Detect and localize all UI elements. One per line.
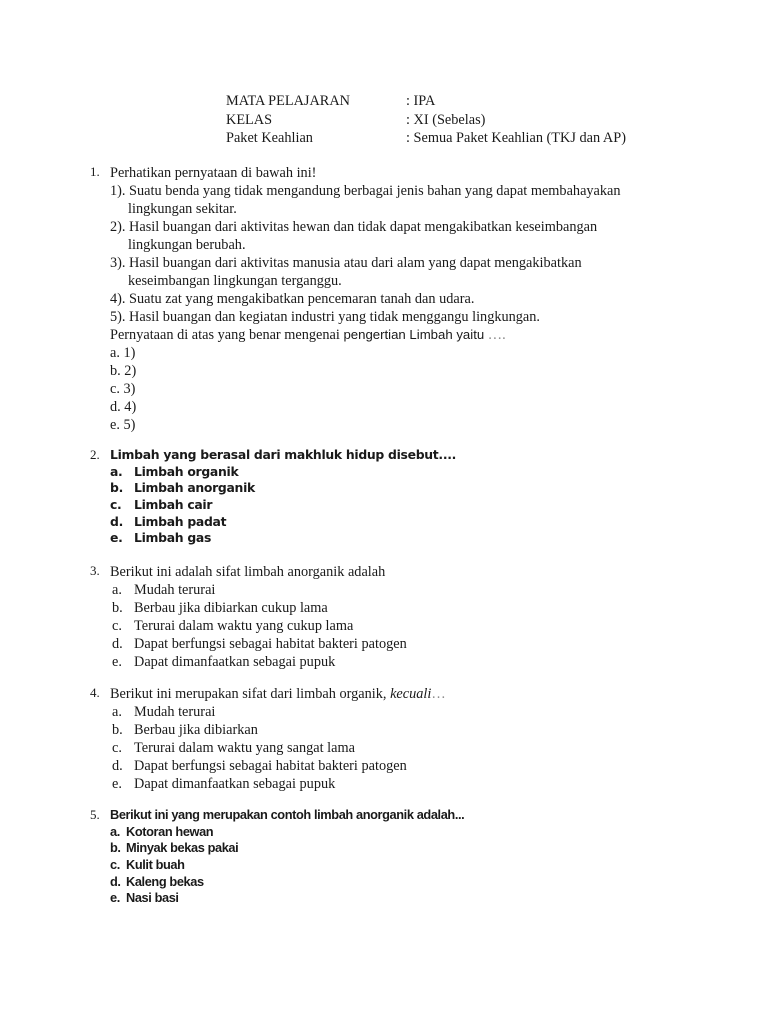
answer-option[interactable]: [110, 757, 750, 775]
question-text: Berikut ini adalah sifat limbah anorganik adalah: [110, 564, 386, 580]
question-3: [90, 563, 750, 671]
question-text-tail: pengertian Limbah yaitu: [343, 327, 485, 342]
exam-header: [226, 92, 626, 148]
option-text: Minyak bekas pakai: [126, 840, 239, 856]
option-letter: d.: [110, 513, 123, 529]
header-row-class: [226, 111, 626, 130]
option-letter: a.: [112, 582, 122, 598]
question-number: 5.: [90, 807, 100, 822]
option-letter: b.: [112, 600, 123, 616]
statement-line: keseimbangan lingkungan terganggu.: [128, 273, 342, 289]
answer-option[interactable]: [110, 840, 750, 857]
answer-option[interactable]: [110, 480, 750, 497]
question-text: [110, 685, 750, 703]
question-1: [90, 164, 750, 434]
answer-option[interactable]: c. 3): [110, 381, 136, 397]
option-text: Mudah terurai: [134, 704, 216, 720]
option-letter: c.: [112, 618, 122, 634]
statement-line: 2). Hasil buangan dari aktivitas hewan dan tidak dapat mengakibatkan keseimbangan: [110, 219, 598, 235]
question-text-start: Pernyataan di atas yang benar mengenai: [110, 327, 340, 343]
answer-option[interactable]: [110, 890, 750, 907]
question-dots: ….: [487, 327, 506, 343]
question-2: [90, 447, 750, 547]
option-text: Dapat dimanfaatkan sebagai pupuk: [134, 654, 336, 670]
option-letter: e.: [110, 890, 120, 906]
answer-option[interactable]: [110, 599, 750, 617]
question-text: Berikut ini yang merupakan contoh limbah anorganik adalah...: [110, 807, 465, 822]
option-text: Berbau jika dibiarkan: [134, 722, 258, 738]
answer-option[interactable]: a. 1): [110, 345, 136, 361]
statement-line: 5). Hasil buangan dan kegiatan industri yang tidak menggangu lingkungan.: [110, 309, 541, 325]
option-letter: a.: [110, 463, 123, 479]
question-number: 1.: [90, 164, 100, 179]
header-key: Paket Keahlian: [226, 130, 313, 146]
answer-option[interactable]: b. 2): [110, 363, 137, 379]
question-number: 3.: [90, 563, 100, 578]
question-dots: …: [431, 686, 446, 702]
option-letter: c.: [110, 497, 122, 513]
option-text: Limbah padat: [134, 513, 227, 529]
header-value: : IPA: [406, 93, 436, 109]
statement-line: lingkungan sekitar.: [128, 201, 237, 217]
answer-option[interactable]: [110, 617, 750, 635]
option-letter: e.: [110, 530, 123, 546]
question-italic: kecuali: [390, 686, 432, 702]
option-text: Kotoran hewan: [126, 823, 214, 839]
option-letter: d.: [112, 758, 123, 774]
answer-option[interactable]: [110, 857, 750, 874]
option-text: Dapat berfungsi sebagai habitat bakteri patogen: [134, 636, 407, 652]
option-letter: d.: [110, 873, 121, 889]
statement-line: 3). Hasil buangan dari aktivitas manusia atau dari alam yang dapat mengakibatkan: [110, 255, 582, 271]
answer-option[interactable]: [110, 635, 750, 653]
answer-option[interactable]: [110, 824, 750, 841]
answer-option[interactable]: [110, 739, 750, 757]
answer-option[interactable]: e. 5): [110, 417, 136, 433]
option-text: Limbah cair: [134, 497, 213, 513]
option-text: Mudah terurai: [134, 582, 216, 598]
answer-option[interactable]: [110, 874, 750, 891]
option-letter: e.: [112, 776, 122, 792]
header-value: : Semua Paket Keahlian (TKJ dan AP): [406, 130, 626, 146]
option-text: Dapat berfungsi sebagai habitat bakteri patogen: [134, 758, 407, 774]
option-letter: d.: [112, 636, 123, 652]
question-text: Limbah yang berasal dari makhluk hidup disebut....: [110, 447, 457, 462]
answer-option[interactable]: [110, 653, 750, 671]
header-key: KELAS: [226, 111, 273, 128]
answer-option[interactable]: [110, 530, 750, 547]
option-text: Limbah organik: [134, 463, 239, 479]
option-text: Dapat dimanfaatkan sebagai pupuk: [134, 776, 336, 792]
option-text: Kulit buah: [126, 857, 185, 873]
question-intro: Perhatikan pernyataan di bawah ini!: [110, 165, 317, 181]
option-text: Terurai dalam waktu yang cukup lama: [134, 618, 354, 634]
option-letter: c.: [110, 857, 120, 873]
answer-option[interactable]: [110, 703, 750, 721]
statement-line: lingkungan berubah.: [128, 237, 246, 253]
question-number: 4.: [90, 685, 100, 700]
option-letter: b.: [110, 840, 121, 856]
option-letter: a.: [110, 823, 120, 839]
option-text: Nasi basi: [126, 890, 179, 906]
question-4: [90, 685, 750, 793]
answer-option[interactable]: d. 4): [110, 399, 137, 415]
answer-option[interactable]: [110, 581, 750, 599]
statement-line: 1). Suatu benda yang tidak mengandung berbagai jenis bahan yang dapat membahayakan: [110, 183, 621, 199]
answer-option[interactable]: [110, 775, 750, 793]
question-text: [110, 326, 750, 344]
option-text: Limbah anorganik: [134, 480, 255, 496]
option-text: Berbau jika dibiarkan cukup lama: [134, 600, 328, 616]
statement-line: 4). Suatu zat yang mengakibatkan pencemaran tanah dan udara.: [110, 291, 475, 307]
header-key: MATA PELAJARAN: [226, 93, 350, 109]
question-number: 2.: [90, 447, 100, 462]
option-letter: b.: [110, 480, 123, 496]
header-value: : XI (Sebelas): [406, 111, 486, 128]
option-letter: c.: [112, 740, 122, 756]
question-text-start: Berikut ini merupakan sifat dari limbah organik,: [110, 686, 387, 702]
option-text: Kaleng bekas: [126, 873, 204, 889]
option-text: Limbah gas: [134, 530, 212, 546]
option-text: Terurai dalam waktu yang sangat lama: [134, 740, 355, 756]
question-5: [90, 807, 750, 907]
header-row-package: [226, 129, 626, 148]
answer-option[interactable]: [110, 497, 750, 514]
header-row-subject: [226, 92, 626, 111]
option-letter: a.: [112, 704, 122, 720]
answer-option[interactable]: [110, 464, 750, 481]
option-letter: b.: [112, 722, 123, 738]
answer-option[interactable]: [110, 721, 750, 739]
option-letter: e.: [112, 654, 122, 670]
answer-option[interactable]: [110, 514, 750, 531]
